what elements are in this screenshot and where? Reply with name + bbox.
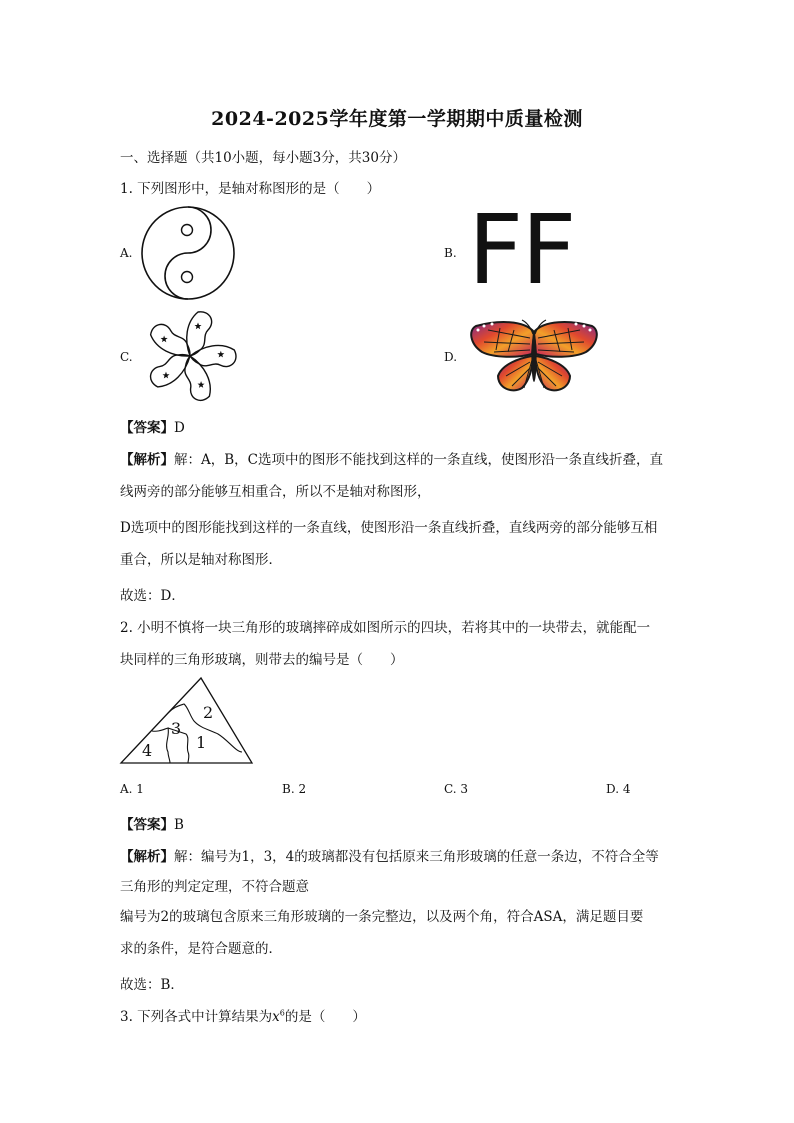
q2-analysis-line-4: 求的条件，是符合题意的． bbox=[120, 941, 282, 957]
q2-option-b: B. 2 bbox=[282, 782, 307, 796]
q1-conclusion: 故选：D． bbox=[120, 588, 185, 604]
section-heading: 一、选择题（共10小题，每小题3分，共30分） bbox=[120, 150, 406, 166]
bauhinia-flower-icon bbox=[140, 308, 240, 404]
answer-tag: 【答案】 bbox=[120, 817, 174, 833]
q2-conclusion: 故选：B． bbox=[120, 977, 184, 993]
piece-label-1: 1 bbox=[196, 733, 207, 752]
q2-stem-line-1: 2. 小明不慎将一块三角形的玻璃摔碎成如图所示的四块，若将其中的一块带去，就能配一 bbox=[120, 620, 651, 636]
analysis-tag: 【解析】 bbox=[120, 849, 174, 865]
q3-stem-pre: 3. 下列各式中计算结果为 bbox=[120, 1009, 273, 1025]
q1-analysis-line-3: D选项中的图形能找到这样的一条直线，使图形沿一条直线折叠，直线两旁的部分能够互相 bbox=[120, 520, 658, 536]
ff-letters: FF bbox=[468, 194, 575, 306]
q1-option-b-label: B. bbox=[444, 246, 457, 260]
q2-analysis-line-2: 三角形的判定定理，不符合题意 bbox=[120, 879, 309, 895]
butterfly-icon bbox=[468, 318, 600, 394]
q1-option-d-label: D. bbox=[444, 350, 458, 364]
q1-analysis-line-4: 重合，所以是轴对称图形． bbox=[120, 552, 282, 568]
answer-tag: 【答案】 bbox=[120, 420, 174, 436]
analysis-text: 解：编号为1，3，4的玻璃都没有包括原来三角形玻璃的任意一条边，不符合全等 bbox=[174, 849, 659, 865]
q3-exponent: 6 bbox=[279, 1008, 285, 1018]
piece-label-4: 4 bbox=[142, 741, 153, 760]
piece-label-2: 2 bbox=[203, 703, 214, 722]
yin-yang-icon bbox=[140, 206, 238, 300]
q1-analysis-line-2: 线两旁的部分能够互相重合，所以不是轴对称图形， bbox=[120, 484, 431, 500]
piece-label-3: 3 bbox=[171, 719, 182, 738]
q1-stem: 1. 下列图形中，是轴对称图形的是（ ） bbox=[120, 181, 381, 197]
q2-stem-line-2: 块同样的三角形玻璃，则带去的编号是（ ） bbox=[120, 652, 404, 668]
q2-answer bbox=[120, 813, 184, 833]
q2-option-a: A. 1 bbox=[120, 782, 144, 796]
page-title: 2024-2025学年度第一学期期中质量检测 bbox=[211, 108, 583, 130]
broken-triangle-diagram bbox=[118, 676, 256, 766]
q3-stem bbox=[120, 1005, 366, 1025]
q1-answer bbox=[120, 416, 185, 436]
answer-value: B bbox=[174, 817, 184, 833]
q1-analysis-line-1 bbox=[120, 448, 663, 468]
q2-option-d: D. 4 bbox=[606, 782, 631, 796]
q2-analysis-line-3: 编号为2的玻璃包含原来三角形玻璃的一条完整边，以及两个角，符合ASA，满足题目要 bbox=[120, 909, 644, 925]
q3-variable: x bbox=[272, 1009, 280, 1025]
q1-option-a-label: A. bbox=[120, 246, 133, 260]
analysis-text: 解：A，B，C选项中的图形不能找到这样的一条直线，使图形沿一条直线折叠，直 bbox=[174, 452, 663, 468]
q2-option-c: C. 3 bbox=[444, 782, 469, 796]
analysis-tag: 【解析】 bbox=[120, 452, 174, 468]
q1-option-c-label: C. bbox=[120, 350, 133, 364]
q2-analysis-line-1 bbox=[120, 845, 659, 865]
q3-stem-post: 的是（ ） bbox=[284, 1009, 366, 1025]
answer-value: D bbox=[174, 420, 185, 436]
